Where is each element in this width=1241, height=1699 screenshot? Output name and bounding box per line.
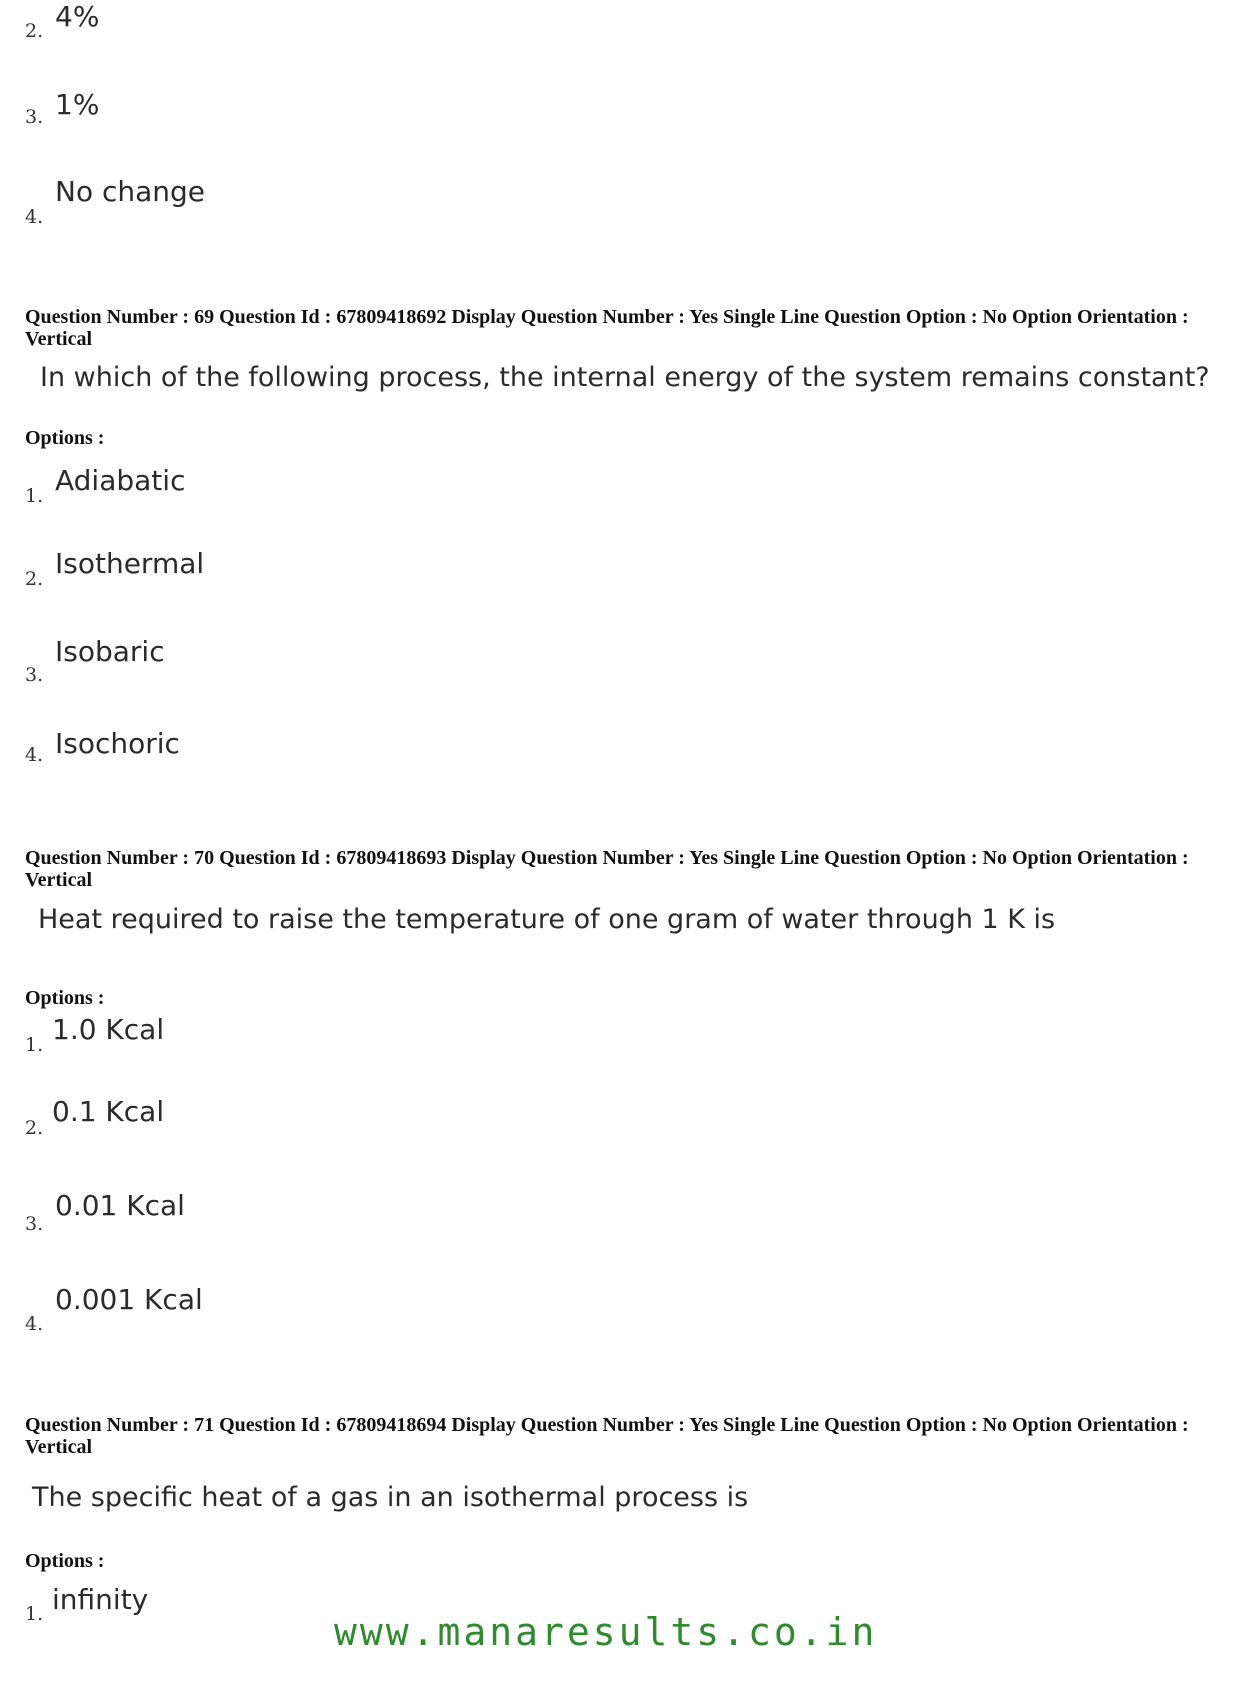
question-meta: Question Number : 69 Question Id : 67809418692 Display Question Number : Yes Single Line Question Option : No Option Orientation : Vertical — [25, 306, 1189, 350]
option-number: 2. — [25, 20, 44, 42]
option-text: 1% — [55, 88, 100, 121]
options-label: Options : — [25, 427, 105, 449]
option-number: 3. — [25, 664, 44, 686]
option-number: 4. — [25, 1313, 44, 1335]
option-text: Isochoric — [55, 727, 180, 760]
option-number: 4. — [25, 744, 44, 766]
option-number: 2. — [25, 568, 44, 590]
option-text: Isothermal — [55, 547, 205, 580]
options-label: Options : — [25, 987, 105, 1009]
option-text: Isobaric — [55, 635, 165, 668]
option-number: 3. — [25, 1213, 44, 1235]
option-text: No change — [55, 175, 206, 208]
option-text: 4% — [55, 0, 100, 33]
option-number: 4. — [25, 206, 44, 228]
option-text: 1.0 Kcal — [52, 1013, 165, 1046]
watermark: www.manaresults.co.in — [334, 1610, 878, 1654]
option-number: 1. — [25, 1603, 44, 1625]
question-text: Heat required to raise the temperature of one gram of water through 1 K is — [38, 904, 1056, 935]
option-text: 0.01 Kcal — [55, 1189, 185, 1222]
option-text: infinity — [52, 1583, 149, 1616]
option-text: 0.1 Kcal — [52, 1095, 165, 1128]
option-text: Adiabatic — [55, 464, 186, 497]
question-text: The specific heat of a gas in an isothermal process is — [32, 1482, 749, 1513]
option-number: 2. — [25, 1117, 44, 1139]
option-text: 0.001 Kcal — [55, 1283, 203, 1316]
option-number: 3. — [25, 106, 44, 128]
option-number: 1. — [25, 485, 44, 507]
question-text: In which of the following process, the internal energy of the system remains constant? — [40, 362, 1210, 393]
question-meta: Question Number : 70 Question Id : 67809418693 Display Question Number : Yes Single Line Question Option : No Option Orientation : Vertical — [25, 847, 1189, 891]
options-label: Options : — [25, 1550, 105, 1572]
option-number: 1. — [25, 1034, 44, 1056]
question-meta: Question Number : 71 Question Id : 67809418694 Display Question Number : Yes Single Line Question Option : No Option Orientation : Vertical — [25, 1414, 1189, 1458]
